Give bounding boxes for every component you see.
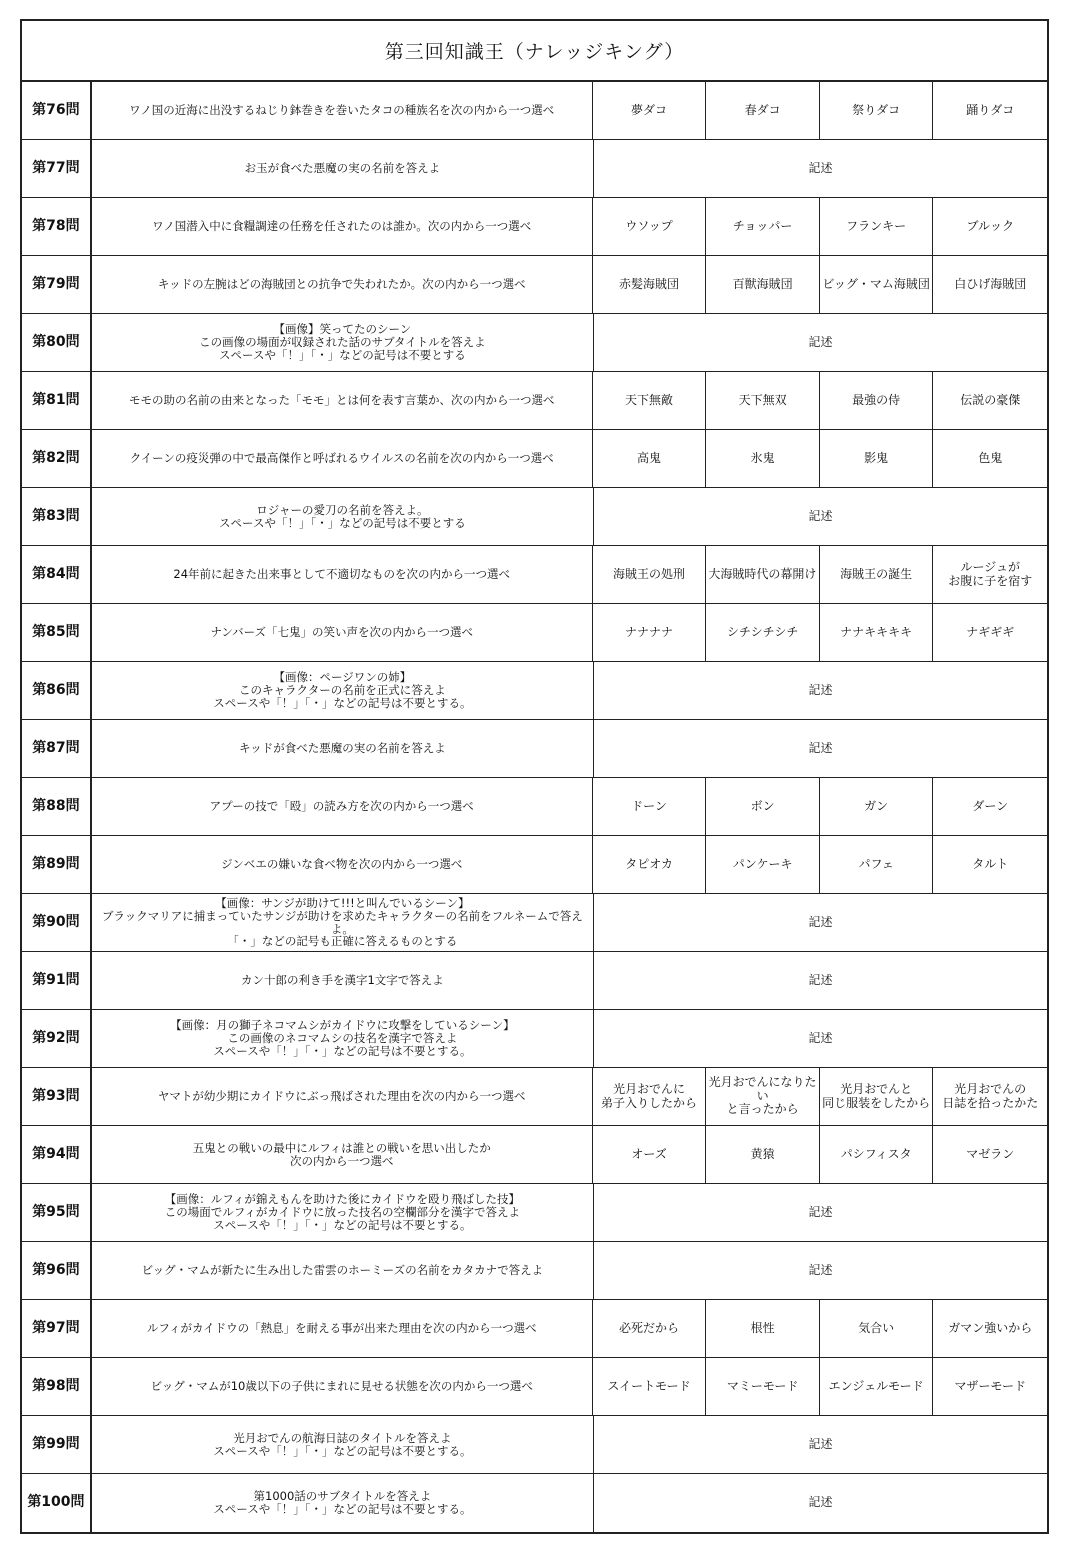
question-number: 第83問 (22, 488, 92, 545)
answer-choice: 祭りダコ (820, 82, 934, 139)
answer-choice: 伝説の豪傑 (960, 392, 1021, 407)
answer-choice: オーズ (593, 1126, 707, 1183)
written-answer-cell: 記述 (808, 914, 833, 929)
answer-choice: 高鬼 (593, 430, 707, 487)
table-title: 第三回知識王（ナレッジキング） (22, 21, 1047, 82)
question-row (22, 488, 1047, 546)
answer-choice: チョッパー (706, 198, 820, 255)
answer-choice: 春ダコ (706, 82, 820, 139)
answer-choice: 夢ダコ (593, 82, 707, 139)
question-row (22, 1126, 1047, 1184)
answer-choice: ビッグ・マム海賊団 (820, 256, 934, 313)
answer-choice: 踊りダコ (966, 102, 1015, 117)
question-text: 【画像】笑ってたのシーン この画像の場面が収録された話のサブタイトルを答えよ スペースや「！」「・」などの記号は不要とする (92, 314, 594, 371)
question-row (22, 82, 1047, 140)
question-number: 第91問 (22, 952, 92, 1009)
question-row (22, 720, 1047, 778)
answer-choice: スイートモード (593, 1358, 707, 1415)
answer-choice: 必死だから (593, 1300, 707, 1357)
answer-choice: マミーモード (706, 1358, 820, 1415)
question-row (22, 546, 1047, 604)
question-text: 24年前に起きた出来事として不適切なものを次の内から一つ選べ (92, 546, 593, 603)
answer-choice: 海賊王の処刑 (593, 546, 707, 603)
question-row (22, 1010, 1047, 1068)
answer-choice: ドーン (593, 778, 707, 835)
written-answer-cell: 記述 (808, 1495, 833, 1510)
answer-choice: ガマン強いから (948, 1320, 1033, 1335)
answer-choice: 最強の侍 (820, 372, 934, 429)
question-text: 光月おでんの航海日誌のタイトルを答えよ スペースや「！」「・」などの記号は不要とする。 (92, 1416, 594, 1473)
question-number: 第99問 (22, 1416, 92, 1473)
question-row (22, 952, 1047, 1010)
question-number: 第80問 (22, 314, 92, 371)
question-text: カン十郎の利き手を漢字1文字で答えよ (92, 952, 594, 1009)
answer-choice: 赤髪海賊団 (593, 256, 707, 313)
written-answer-cell: 記述 (808, 682, 833, 697)
question-number: 第100問 (22, 1474, 92, 1532)
question-text: ルフィがカイドウの「熱息」を耐える事が出来た理由を次の内から一つ選べ (92, 1300, 593, 1357)
question-text: ジンベエの嫌いな食べ物を次の内から一つ選べ (92, 836, 593, 893)
question-number: 第94問 (22, 1126, 92, 1183)
question-text: 【画像：ページワンの姉】 このキャラクターの名前を正式に答えよ スペースや「！」「・」などの記号は不要とする。 (92, 662, 594, 719)
question-text: 【画像：サンジが助けて!!!と叫んでいるシーン】 ブラックマリアに捕まっていたサンジが助けを求めたキャラクターの名前をフルネームで答えよ。 「・」などの記号も正確に答えるものとする (92, 894, 594, 951)
answer-choice: 白ひげ海賊団 (954, 276, 1027, 291)
question-number: 第92問 (22, 1010, 92, 1067)
question-text: ヤマトが幼少期にカイドウにぶっ飛ばされた理由を次の内から一つ選べ (92, 1068, 593, 1125)
answer-choice: ダーン (972, 798, 1009, 813)
question-row (22, 1416, 1047, 1474)
question-text: キッドが食べた悪魔の実の名前を答えよ (92, 720, 594, 777)
question-text: ロジャーの愛刀の名前を答えよ。 スペースや「！」「・」などの記号は不要とする (92, 488, 594, 545)
question-row (22, 1300, 1047, 1358)
written-answer-cell: 記述 (808, 334, 833, 349)
question-number: 第81問 (22, 372, 92, 429)
question-row (22, 256, 1047, 314)
answer-choice: シチシチシチ (706, 604, 820, 661)
written-answer-cell: 記述 (808, 1262, 833, 1277)
question-text: 五鬼との戦いの最中にルフィは誰との戦いを思い出したか 次の内から一つ選べ (92, 1126, 593, 1183)
answer-choice: 百獣海賊団 (706, 256, 820, 313)
question-row (22, 604, 1047, 662)
question-number: 第96問 (22, 1242, 92, 1299)
answer-choice: フランキー (820, 198, 934, 255)
question-number: 第84問 (22, 546, 92, 603)
question-number: 第89問 (22, 836, 92, 893)
answer-choice: タピオカ (593, 836, 707, 893)
written-answer-cell: 記述 (808, 1204, 833, 1219)
answer-choice: 光月おでんになりたい と言ったから (706, 1068, 820, 1125)
answer-choice: ガン (820, 778, 934, 835)
answer-choice: 光月おでんに 弟子入りしたから (593, 1068, 707, 1125)
question-number: 第78問 (22, 198, 92, 255)
question-row (22, 778, 1047, 836)
question-number: 第90問 (22, 894, 92, 951)
question-number: 第93問 (22, 1068, 92, 1125)
answer-choice: 根性 (706, 1300, 820, 1357)
answer-choice: 色鬼 (978, 450, 1003, 465)
quiz-table (20, 19, 1049, 1534)
question-text: お玉が食べた悪魔の実の名前を答えよ (92, 140, 594, 197)
written-answer-cell: 記述 (808, 972, 833, 987)
answer-choice: 大海賊時代の幕開け (706, 546, 820, 603)
answer-choice: マザーモード (954, 1378, 1026, 1393)
answer-choice: パシフィスタ (820, 1126, 934, 1183)
question-row (22, 662, 1047, 720)
question-number: 第79問 (22, 256, 92, 313)
question-text: アプーの技で「殴」の読み方を次の内から一つ選べ (92, 778, 593, 835)
written-answer-cell: 記述 (808, 740, 833, 755)
answer-choice: 海賊王の誕生 (820, 546, 934, 603)
question-number: 第88問 (22, 778, 92, 835)
question-row (22, 1358, 1047, 1416)
answer-choice: パンケーキ (706, 836, 820, 893)
answer-choice: エンジェルモード (820, 1358, 934, 1415)
question-text: クイーンの疫災弾の中で最高傑作と呼ばれるウイルスの名前を次の内から一つ選べ (92, 430, 593, 487)
question-row (22, 1474, 1047, 1532)
answer-choice: マゼラン (966, 1146, 1015, 1161)
question-text: 第1000話のサブタイトルを答えよ スペースや「！」「・」などの記号は不要とする。 (92, 1474, 594, 1532)
answer-choice: ナナキキキキ (820, 604, 934, 661)
question-number: 第95問 (22, 1184, 92, 1241)
question-row (22, 1184, 1047, 1242)
answer-choice: パフェ (820, 836, 934, 893)
question-number: 第76問 (22, 82, 92, 139)
question-row (22, 314, 1047, 372)
answer-choice: ウソップ (593, 198, 707, 255)
written-answer-cell: 記述 (808, 508, 833, 523)
question-text: ワノ国潜入中に食糧調達の任務を任されたのは誰か。次の内から一つ選べ (92, 198, 593, 255)
answer-choice: 天下無双 (706, 372, 820, 429)
answer-choice: 氷鬼 (706, 430, 820, 487)
answer-choice: 影鬼 (820, 430, 934, 487)
question-text: ビッグ・マムが10歳以下の子供にまれに見せる状態を次の内から一つ選べ (92, 1358, 593, 1415)
question-number: 第82問 (22, 430, 92, 487)
answer-choice: タルト (972, 856, 1009, 871)
question-number: 第77問 (22, 140, 92, 197)
question-number: 第98問 (22, 1358, 92, 1415)
question-row (22, 1242, 1047, 1300)
answer-choice: 光月おでんと 同じ服装をしたから (820, 1068, 934, 1125)
question-row (22, 198, 1047, 256)
question-number: 第97問 (22, 1300, 92, 1357)
question-row (22, 836, 1047, 894)
question-row (22, 894, 1047, 952)
question-rows (22, 82, 1047, 1532)
answer-choice: ナギギギ (966, 624, 1015, 639)
question-row (22, 430, 1047, 488)
answer-choice: ブルック (966, 218, 1014, 233)
question-number: 第85問 (22, 604, 92, 661)
written-answer-cell: 記述 (808, 1030, 833, 1045)
question-number: 第86問 (22, 662, 92, 719)
answer-choice: ルージュが お腹に子を宿す (948, 560, 1033, 588)
answer-choice: 気合い (820, 1300, 934, 1357)
answer-choice: ナナナナ (593, 604, 707, 661)
question-row (22, 140, 1047, 198)
question-text: 【画像：ルフィが錦えもんを助けた後にカイドウを殴り飛ばした技】 この場面でルフィがカイドウに放った技名の空欄部分を漢字で答えよ スペースや「！」「・」などの記号は不要とする。 (92, 1184, 594, 1241)
question-text: 【画像：月の獅子ネコマムシがカイドウに攻撃をしているシーン】 この画像のネコマムシの技名を漢字で答えよ スペースや「！」「・」などの記号は不要とする。 (92, 1010, 594, 1067)
written-answer-cell: 記述 (808, 160, 833, 175)
question-text: モモの助の名前の由来となった「モモ」とは何を表す言葉か、次の内から一つ選べ (92, 372, 593, 429)
answer-choice: 天下無敵 (593, 372, 707, 429)
question-row (22, 372, 1047, 430)
question-number: 第87問 (22, 720, 92, 777)
question-text: ビッグ・マムが新たに生み出した雷雲のホーミーズの名前をカタカナで答えよ (92, 1242, 594, 1299)
question-row (22, 1068, 1047, 1126)
question-text: ナンバーズ「七鬼」の笑い声を次の内から一つ選べ (92, 604, 593, 661)
answer-choice: 光月おでんの 日誌を拾ったかた (942, 1082, 1039, 1110)
question-text: ワノ国の近海に出没するねじり鉢巻きを巻いたタコの種族名を次の内から一つ選べ (92, 82, 593, 139)
written-answer-cell: 記述 (808, 1436, 833, 1451)
answer-choice: ボン (706, 778, 820, 835)
answer-choice: 黄猿 (706, 1126, 820, 1183)
question-text: キッドの左腕はどの海賊団との抗争で失われたか。次の内から一つ選べ (92, 256, 593, 313)
